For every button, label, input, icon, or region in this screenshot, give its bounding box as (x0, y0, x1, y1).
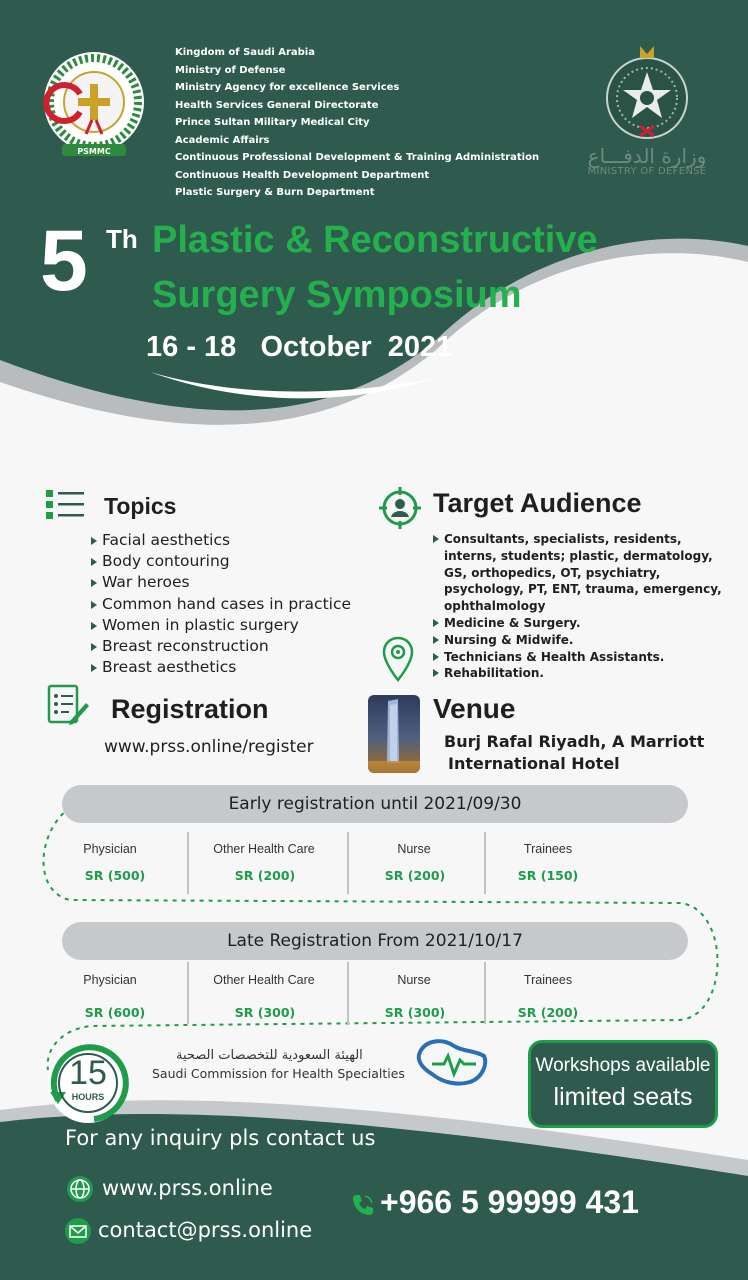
venue-address (444, 731, 704, 775)
fee-category: Physician (83, 842, 137, 856)
divider (347, 832, 349, 894)
fee-price: SR (200) (517, 1005, 579, 1020)
list-item: Women in plastic surgery (90, 615, 351, 636)
org-line: Continuous Health Development Department (175, 169, 430, 181)
fee-price: SR (200) (384, 868, 446, 883)
cme-hours-label: HOURS (71, 1092, 105, 1102)
divider (187, 832, 189, 894)
org-line: Prince Sultan Military Medical City (175, 117, 370, 128)
target-audience-icon (377, 485, 423, 531)
target-audience-heading: Target Audience (433, 488, 642, 518)
workshops-badge (528, 1040, 718, 1128)
phone-icon (350, 1192, 376, 1218)
scfhs-arabic-name: الهيئة السعودية للتخصصات الصحية (176, 1048, 363, 1063)
email-icon (64, 1217, 92, 1245)
contact-phone[interactable]: +966 5 99999 431 (380, 1184, 639, 1220)
org-line: Kingdom of Saudi Arabia (175, 47, 315, 58)
fee-price: SR (600) (84, 1005, 146, 1020)
org-line: Academic Affairs (175, 134, 270, 146)
globe-icon (66, 1175, 94, 1203)
divider (484, 832, 486, 894)
location-pin-icon (382, 636, 414, 682)
divider (484, 962, 486, 1024)
venue-line: Burj Rafal Riyadh, A Marriott (444, 732, 705, 751)
org-line: Ministry of Defense (175, 64, 286, 76)
workshops-line-1: Workshops available (535, 1055, 711, 1076)
title-line-2: Surgery Symposium (152, 274, 522, 316)
event-dates: 16 - 18 October 2021 (146, 331, 453, 363)
list-item: Breast aesthetics (90, 657, 351, 678)
registration-form-icon (46, 683, 90, 727)
org-line: Ministry Agency for excellence Services (175, 82, 400, 93)
venue-hotel-photo (368, 695, 420, 773)
mod-emblem (600, 42, 694, 142)
topics-list (90, 530, 351, 678)
venue-heading: Venue (433, 693, 516, 724)
contact-heading: For any inquiry pls contact us (65, 1126, 376, 1150)
list-item: Technicians & Health Assistants. (432, 649, 732, 666)
fee-price: SR (200) (234, 868, 296, 883)
list-item: War heroes (90, 572, 351, 593)
list-item: Consultants, specialists, residents, interns, students; plastic, dermatology, GS, orthopedics, OT, psychiatry, psychology, PT, ENT, trauma, emergency, ophthalmology (432, 531, 732, 615)
late-registration-banner: Late Registration From 2021/10/17 (62, 922, 688, 960)
fee-price: SR (500) (84, 868, 146, 883)
fee-category: Nurse (397, 973, 431, 987)
fee-price: SR (300) (234, 1005, 296, 1020)
edition-number: 5 (40, 213, 88, 309)
fee-category: Nurse (397, 842, 431, 856)
cme-hours-badge (44, 1040, 132, 1126)
list-icon (44, 488, 86, 522)
psmmc-logo (40, 50, 148, 162)
fee-category: Physician (83, 973, 137, 987)
registration-heading: Registration (111, 694, 269, 724)
mod-english-name: MINISTRY OF DEFENSE (587, 166, 707, 177)
organization-lines (175, 44, 539, 202)
list-item: Facial aesthetics (90, 530, 351, 551)
org-line: Plastic Surgery & Burn Department (175, 187, 375, 198)
early-registration-banner: Early registration until 2021/09/30 (62, 785, 688, 823)
fee-price: SR (150) (517, 868, 579, 883)
fee-price: SR (300) (384, 1005, 446, 1020)
org-line: Continuous Professional Development & Training Administration (175, 152, 540, 163)
mod-arabic-name: وزارة الدفـــاع (587, 144, 707, 168)
divider (187, 962, 189, 1024)
audience-list (432, 531, 732, 682)
registration-link[interactable]: www.prss.online/register (104, 737, 314, 757)
cme-hours-value: 15 (69, 1054, 107, 1092)
scfhs-english-name: Saudi Commission for Health Specialties (152, 1066, 405, 1081)
list-item: Rehabilitation. (432, 665, 732, 682)
list-item: Body contouring (90, 551, 351, 572)
list-item: Nursing & Midwife. (432, 632, 732, 649)
fee-category: Other Health Care (213, 842, 315, 856)
venue-line: International Hotel (448, 754, 620, 773)
contact-website[interactable]: www.prss.online (102, 1176, 273, 1200)
list-item: Breast reconstruction (90, 636, 351, 657)
edition-suffix: Th (106, 224, 138, 254)
contact-email[interactable]: contact@prss.online (98, 1218, 313, 1242)
topics-heading: Topics (104, 493, 177, 519)
scfhs-logo-icon (412, 1034, 492, 1094)
fee-category: Trainees (523, 842, 573, 856)
org-line: Health Services General Directorate (175, 99, 379, 111)
fee-category: Other Health Care (213, 973, 315, 987)
title-line-1: Plastic & Reconstructive (152, 219, 598, 261)
workshops-line-2: limited seats (553, 1083, 693, 1111)
fee-category: Trainees (523, 973, 573, 987)
list-item: Common hand cases in practice (90, 594, 351, 615)
divider (347, 962, 349, 1024)
list-item: Medicine & Surgery. (432, 615, 732, 632)
psmmc-logo-label: PSMMC (77, 147, 111, 156)
